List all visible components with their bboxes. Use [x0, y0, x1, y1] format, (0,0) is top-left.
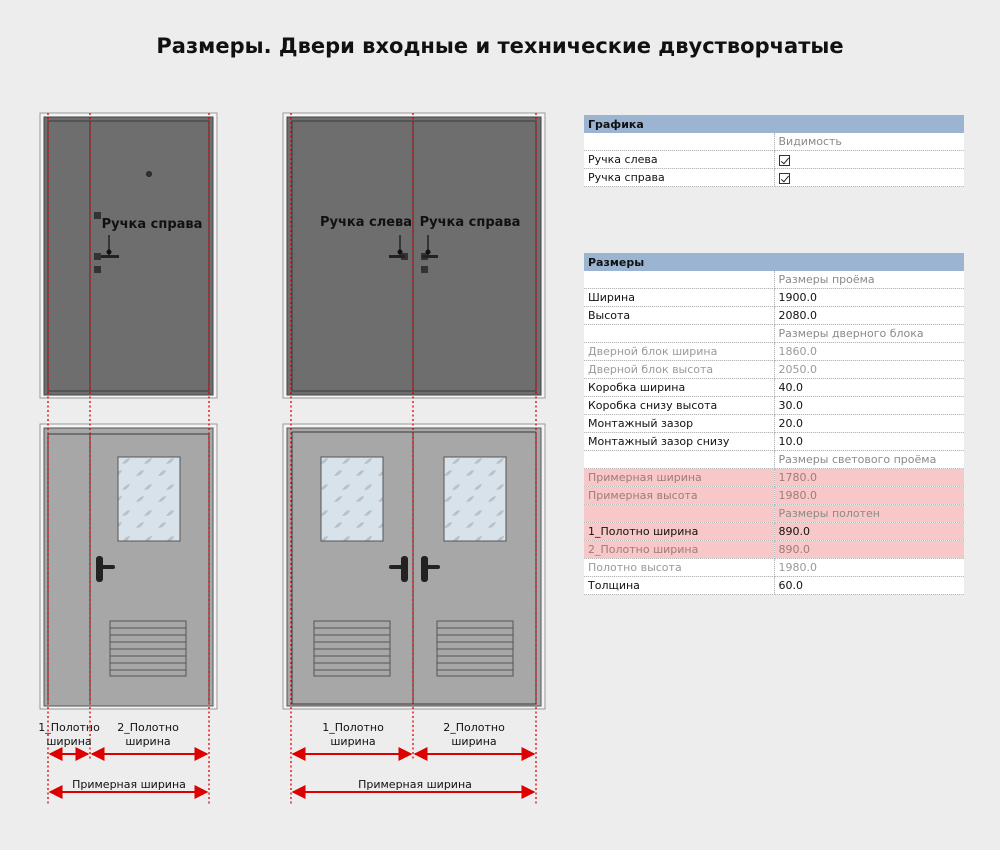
param-label: Монтажный зазор: [584, 415, 774, 433]
block-subheader: Размеры дверного блока: [774, 325, 964, 343]
door-bottom-right: [283, 424, 545, 709]
door-top-right: [283, 113, 545, 398]
handle-right-label-1: Ручка справа: [101, 217, 203, 232]
param-value: 1980.0: [774, 487, 964, 505]
handle-left-row-label: Ручка слева: [584, 151, 774, 169]
door-bottom-left: [40, 424, 217, 709]
param-value[interactable]: 1900.0: [774, 289, 964, 307]
param-label: 2_Полотно ширина: [584, 541, 774, 559]
param-label: Примерная ширина: [584, 469, 774, 487]
leaves-subheader: Размеры полотен: [774, 505, 964, 523]
dimensions-header: Размеры: [584, 253, 964, 271]
graphics-table: [584, 115, 964, 187]
param-label: Толщина: [584, 577, 774, 595]
param-value[interactable]: 890.0: [774, 523, 964, 541]
approx-width-label-1: Примерная ширина: [72, 778, 186, 791]
visibility-subheader: Видимость: [774, 133, 964, 151]
handle-right-row-label: Ручка справа: [584, 169, 774, 187]
leaf2-label-line2-b: ширина: [451, 735, 497, 748]
param-label: Высота: [584, 307, 774, 325]
opening-subheader: Размеры проёма: [774, 271, 964, 289]
param-label: Монтажный зазор снизу: [584, 433, 774, 451]
param-value: 890.0: [774, 541, 964, 559]
light-opening-subheader: Размеры светового проёма: [774, 451, 964, 469]
param-value[interactable]: 60.0: [774, 577, 964, 595]
param-label: Ширина: [584, 289, 774, 307]
param-value[interactable]: 10.0: [774, 433, 964, 451]
leaf1-label-line1: 1_Полотно: [38, 721, 100, 734]
param-value: 1980.0: [774, 559, 964, 577]
approx-width-label-2: Примерная ширина: [358, 778, 472, 791]
param-value: 1860.0: [774, 343, 964, 361]
leaf1-label-line2-b: ширина: [330, 735, 376, 748]
param-value: 1780.0: [774, 469, 964, 487]
param-label: 1_Полотно ширина: [584, 523, 774, 541]
param-label: Дверной блок ширина: [584, 343, 774, 361]
leaf2-label-line2: ширина: [125, 735, 171, 748]
param-value[interactable]: 20.0: [774, 415, 964, 433]
graphics-header: Графика: [584, 115, 964, 133]
leaf1-label-line1-b: 1_Полотно: [322, 721, 384, 734]
leaf2-label-line1: 2_Полотно: [117, 721, 179, 734]
leaf2-label-line1-b: 2_Полотно: [443, 721, 505, 734]
handle-left-checkbox[interactable]: [779, 155, 790, 166]
param-value[interactable]: 40.0: [774, 379, 964, 397]
param-label: Примерная высота: [584, 487, 774, 505]
handle-right-checkbox[interactable]: [779, 173, 790, 184]
page-title: Размеры. Двери входные и технические двустворчатые: [156, 34, 844, 58]
param-label: Коробка снизу высота: [584, 397, 774, 415]
door-top-left: [40, 113, 217, 398]
handle-left-label: Ручка слева: [319, 215, 413, 230]
leaf1-label-line2: ширина: [46, 735, 92, 748]
param-value[interactable]: 2080.0: [774, 307, 964, 325]
handle-right-label-2: Ручка справа: [419, 215, 521, 230]
param-label: Дверной блок высота: [584, 361, 774, 379]
dimensions-table: [584, 253, 964, 595]
param-label: Коробка ширина: [584, 379, 774, 397]
param-label: Полотно высота: [584, 559, 774, 577]
param-value: 2050.0: [774, 361, 964, 379]
param-value[interactable]: 30.0: [774, 397, 964, 415]
